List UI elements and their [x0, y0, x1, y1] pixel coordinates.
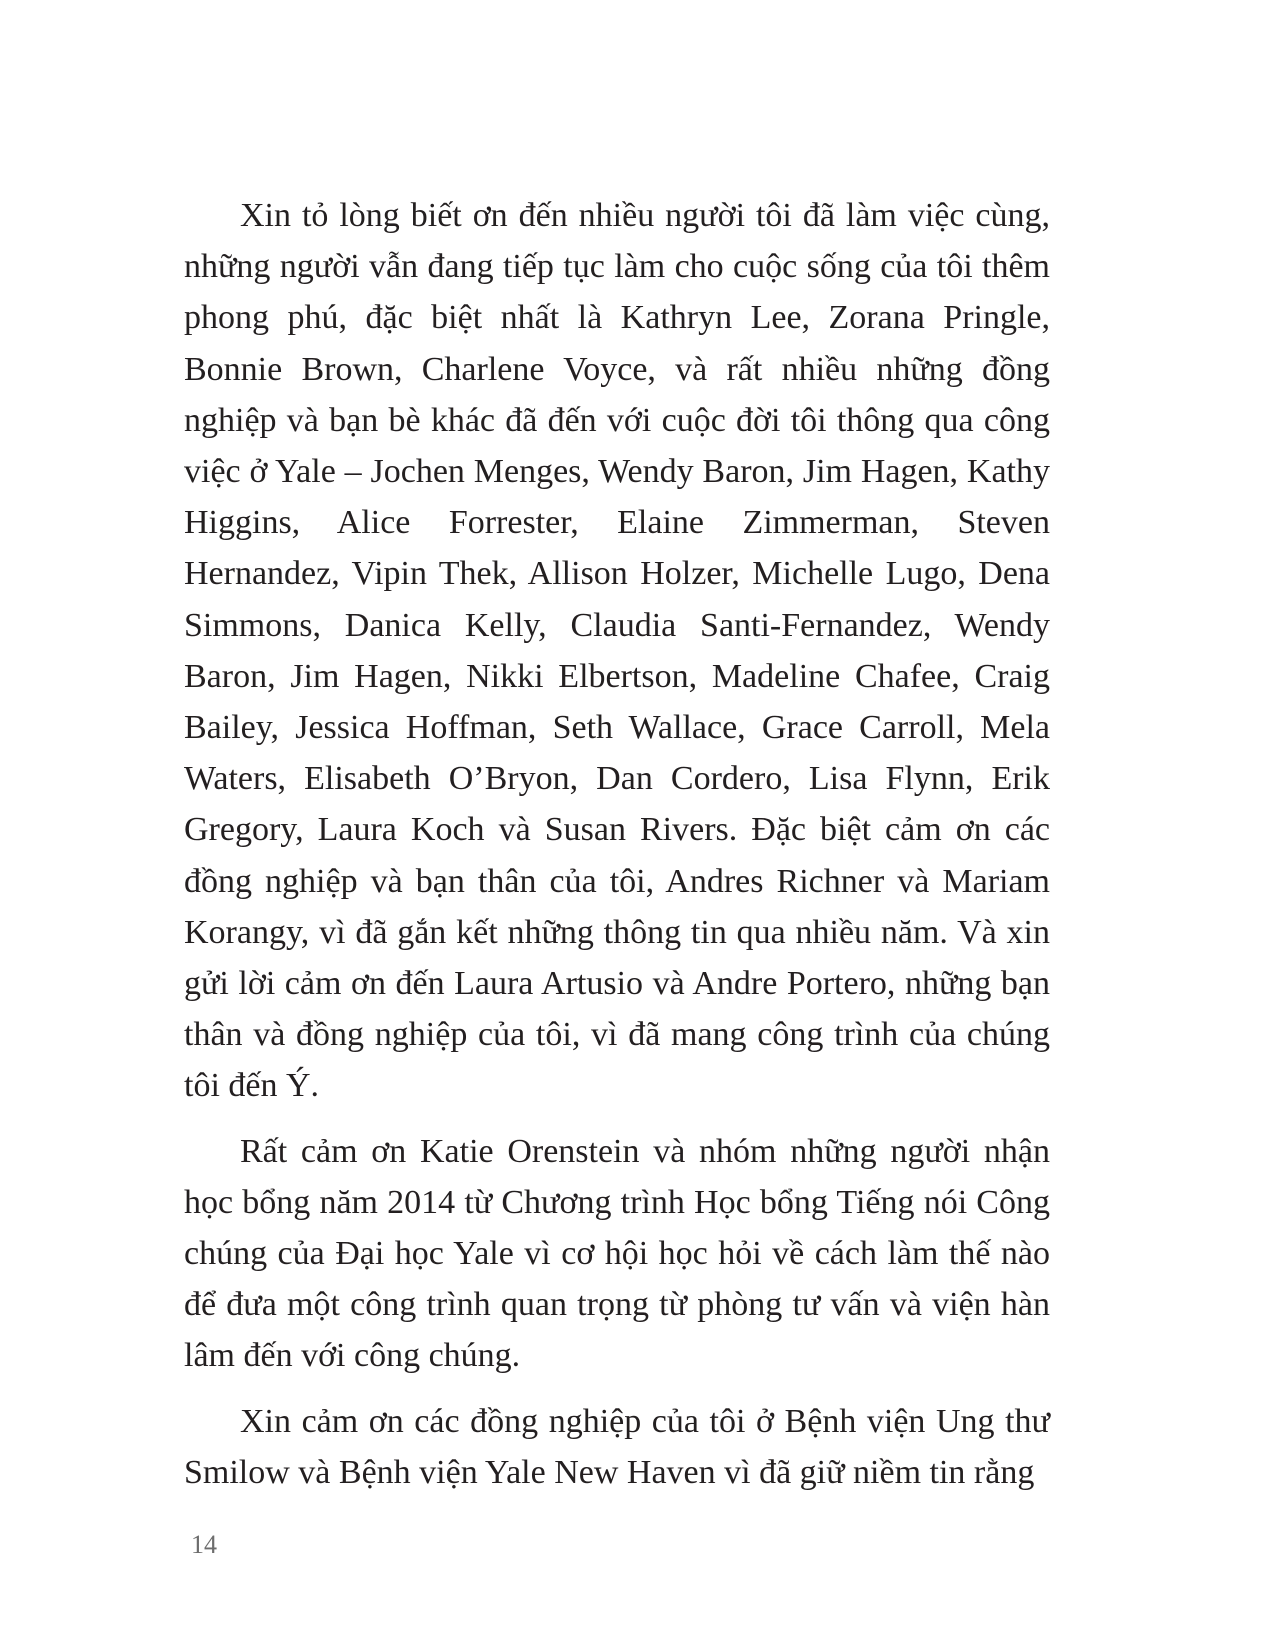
paragraph-acknowledgements-colleagues: Xin tỏ lòng biết ơn đến nhiều người tôi đã làm việc cùng, những người vẫn đang tiếp tục làm cho cuộc sống của tôi thêm phong phú, đặc biệt nhất là Kathryn Lee, Zorana Pringle, Bonnie Brown, Charlene Voyce, và rất nhiều những đồng nghiệp và bạn bè khác đã đến với cuộc đời tôi thông qua công việc ở Yale – Jochen Menges, Wendy Baron, Jim Hagen, Kathy Higgins, Alice Forrester, Elaine Zimmerman, Steven Hernandez, Vipin Thek, Allison Holzer, Michelle Lugo, Dena Simmons, Danica Kelly, Claudia Santi-Fernandez, Wendy Baron, Jim Hagen, Nikki Elbertson, Madeline Chafee, Craig Bailey, Jessica Hoffman, Seth Wallace, Grace Carroll, Mela Waters, Elisabeth O’Bryon, Dan Cordero, Lisa Flynn, Erik Gregory, Laura Koch và Susan Rivers. Đặc biệt cảm ơn các đồng nghiệp và bạn thân của tôi, Andres Richner và Mariam Korangy, vì đã gắn kết những thông tin qua nhiều năm. Và xin gửi lời cảm ơn đến Laura Artusio và Andre Portero, những bạn thân và đồng nghiệp của tôi, vì đã mang công trình của chúng tôi đến Ý.	[184, 197, 1050, 1105]
paragraph-acknowledgements-fellowship: Rất cảm ơn Katie Orenstein và nhóm những người nhận học bổng năm 2014 từ Chương trình Học bổng Tiếng nói Công chúng của Đại học Yale vì cơ hội học hỏi về cách làm thế nào để đưa một công trình quan trọng từ phòng tư vấn và viện hàn lâm đến với công chúng.	[184, 1132, 1050, 1375]
body-text	[184, 190, 1050, 1498]
paragraph-acknowledgements-hospital: Xin cảm ơn các đồng nghiệp của tôi ở Bệnh viện Ung thư Smilow và Bệnh viện Yale New Haven vì đã giữ niềm tin rằng	[184, 1402, 1050, 1491]
page-number: 14	[191, 1530, 217, 1559]
